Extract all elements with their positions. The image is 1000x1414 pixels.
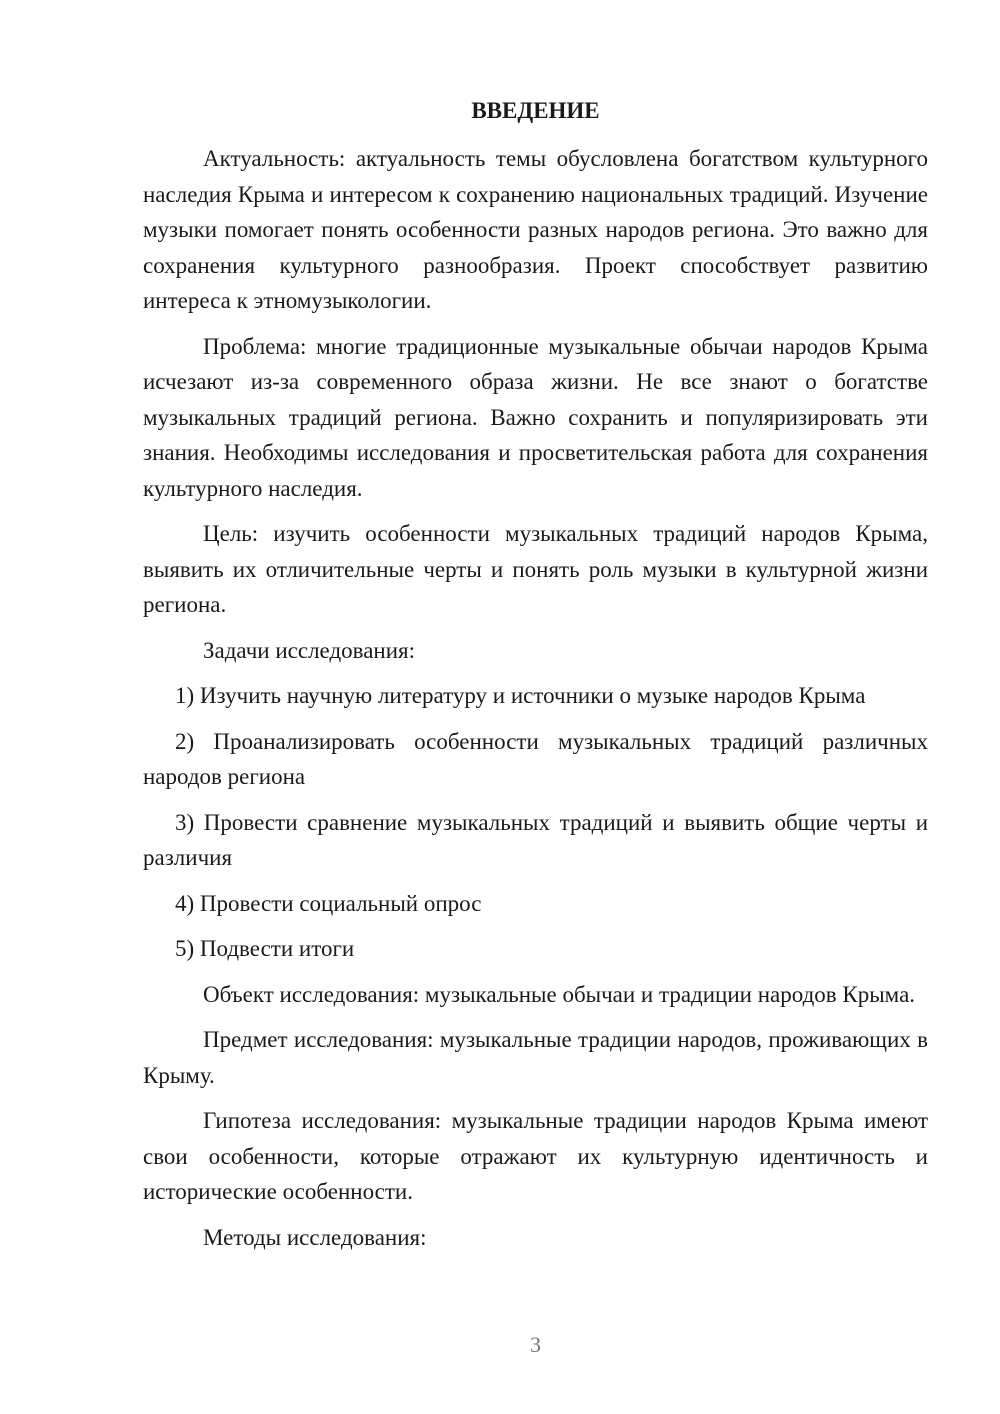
task-item: 1) Изучить научную литературу и источники о музыке народов Крыма bbox=[175, 683, 866, 708]
task-item: 3) Провести сравнение музыкальных традиций и выявить общие черты и различия bbox=[143, 809, 928, 870]
hypothesis-paragraph: Гипотеза исследования: музыкальные традиции народов Крыма имеют свои особенности, которые отражают их культурную идентичность и исторические особенности. bbox=[143, 1108, 928, 1204]
object-paragraph: Объект исследования: музыкальные обычаи и традиции народов Крыма. bbox=[203, 981, 916, 1007]
goal-paragraph: Цель: изучить особенности музыкальных традиций народов Крыма, выявить их отличительные черты и понять роль музыки в культурной жизни региона. bbox=[143, 521, 928, 617]
task-item: 5) Подвести итоги bbox=[175, 936, 355, 961]
subject-paragraph: Предмет исследования: музыкальные традиции народов, проживающих в Крыму. bbox=[143, 1027, 928, 1088]
methods-heading: Методы исследования: bbox=[203, 1224, 427, 1250]
document-page bbox=[143, 0, 928, 1414]
tasks-heading: Задачи исследования: bbox=[203, 637, 416, 663]
task-item: 4) Провести социальный опрос bbox=[175, 890, 482, 916]
section-title: ВВЕДЕНИЕ bbox=[471, 98, 600, 123]
document-body bbox=[143, 141, 928, 1265]
relevance-paragraph: Актуальность: актуальность темы обусловлена богатством культурного наследия Крыма и интересом к сохранению национальных традиций. Изучение музыки помогает понять особенности разных народов региона. Это важно для сохранения культурного разнообразия. Проект способствует развитию интереса к этномузыкологии. bbox=[143, 146, 928, 313]
problem-paragraph: Проблема: многие традиционные музыкальные обычаи народов Крыма исчезают из-за современного образа жизни. Не все знают о богатстве музыкальных традиций региона. Важно сохранить и популяризировать эти знания. Необходимы исследования и просветительская работа для сохранения культурного наследия. bbox=[143, 333, 928, 501]
page-number: 3 bbox=[530, 1332, 541, 1357]
task-item: 2) Проанализировать особенности музыкальных традиций различных народов региона bbox=[143, 728, 928, 789]
